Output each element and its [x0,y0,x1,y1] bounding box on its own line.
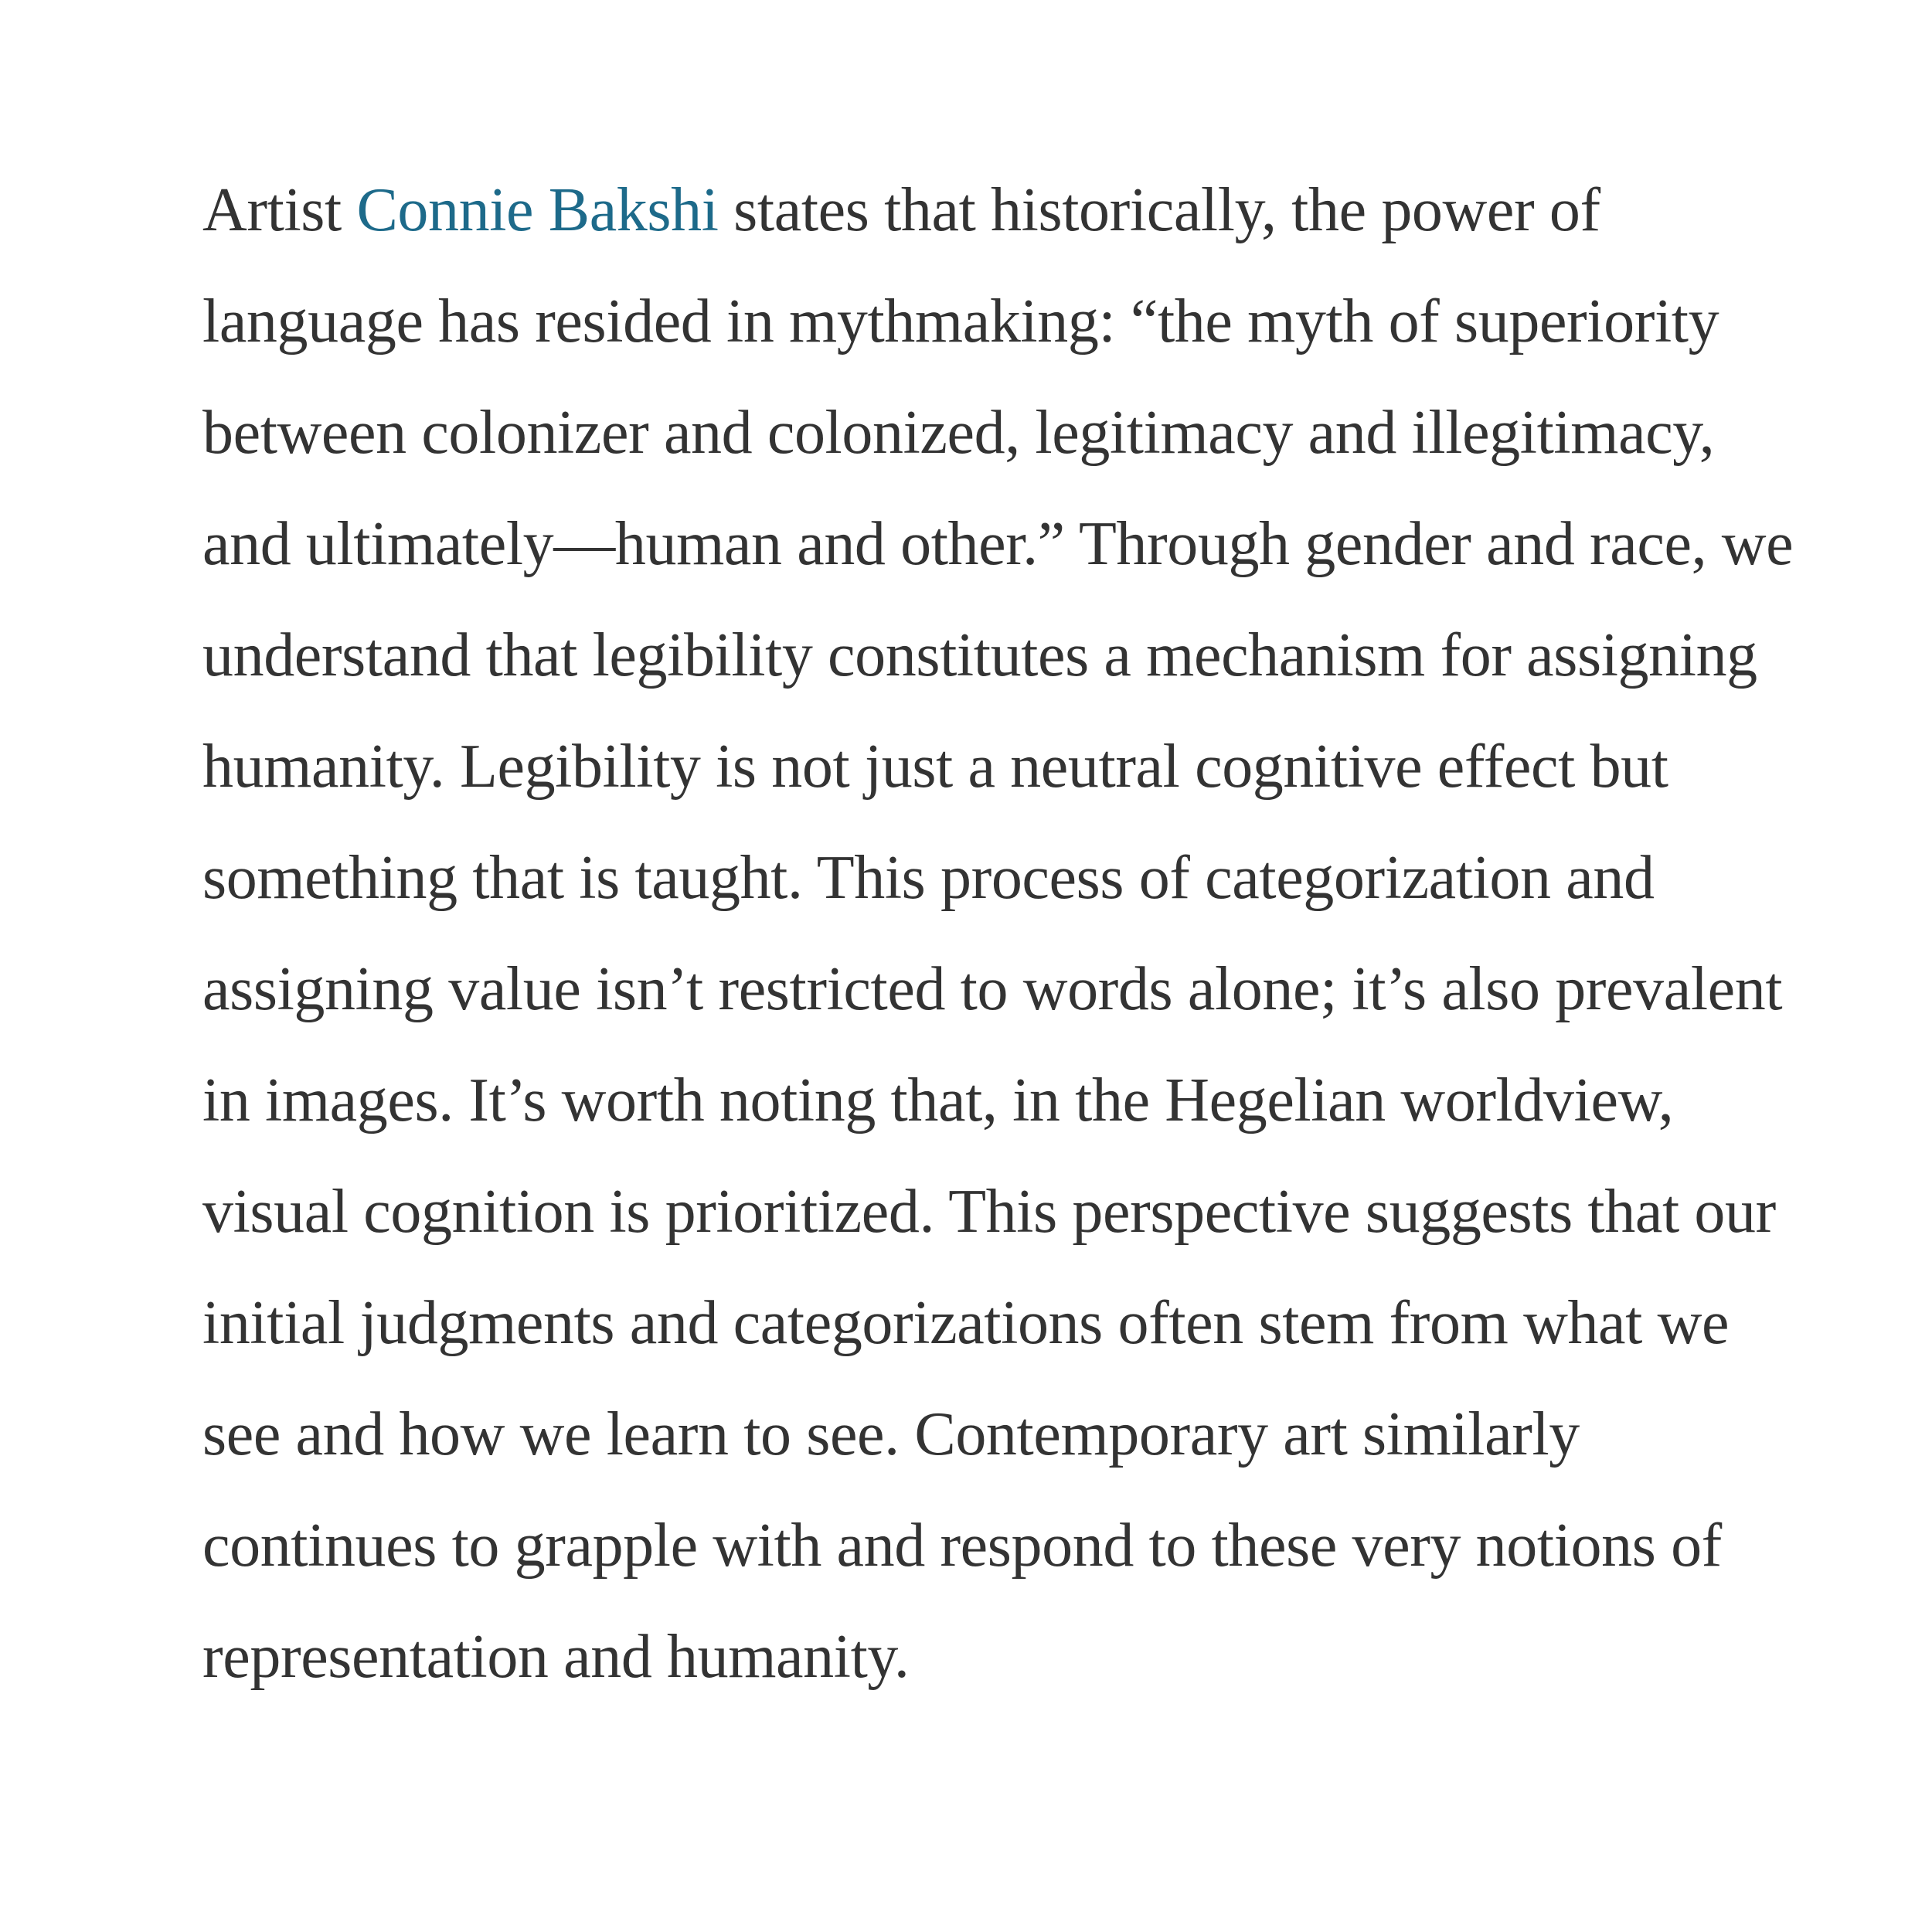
article-paragraph [202,155,1794,1713]
author-link[interactable]: Connie Bakshi [356,176,719,244]
paragraph-prefix: Artist [202,176,357,244]
article-body [202,155,1794,1713]
paragraph-body: states that historically, the power of language has resided in mythmaking: “the myth of superiority between colonizer and colonized, legitimacy and illegitimacy, and ultimately—human and other.” Through gender and race, we understand that legibility constitutes a mechanism for assigning humanity. Legibility is not just a neutral cognitive effect but something that is taught. This process of categorization and assigning value isn’t restricted to words alone; it’s also prevalent in images. It’s worth noting that, in the Hegelian worldview, visual cognition is prioritized. This perspective suggests that our initial judgments and categorizations often stem from what we see and how we learn to see. Contemporary art similarly continues to grapple with and respond to these very notions of representation and humanity. [202,176,1794,1691]
